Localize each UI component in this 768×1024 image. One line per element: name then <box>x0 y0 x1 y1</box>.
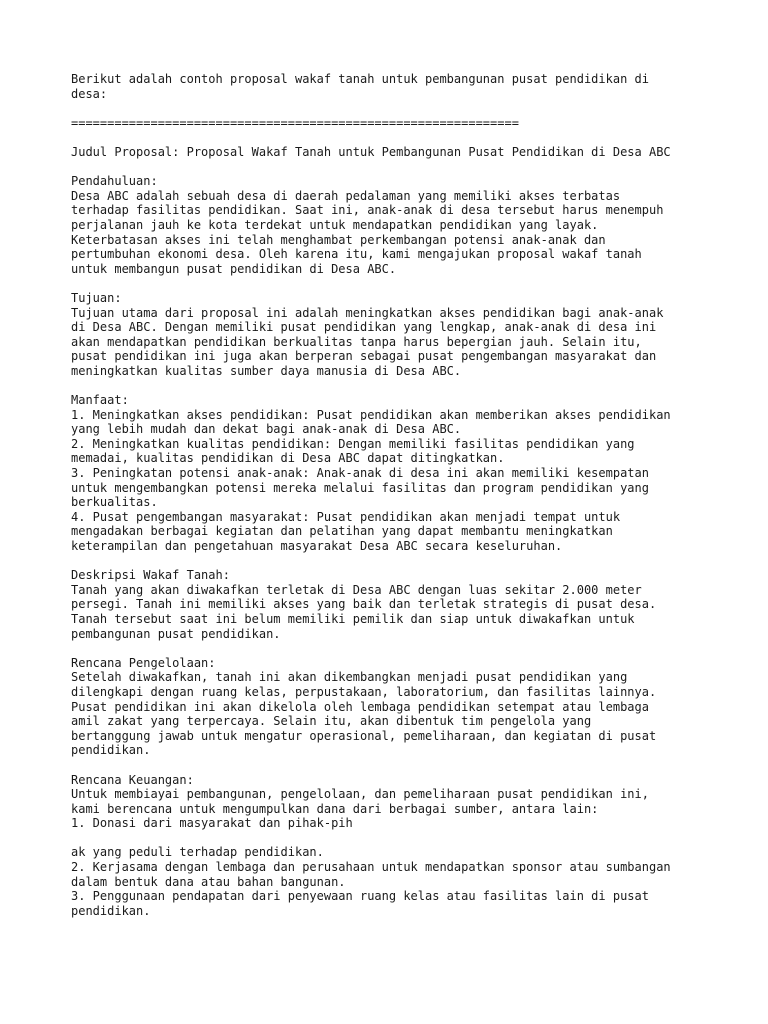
body-line: bertanggung jawab untuk mengatur operasional, pemeliharaan, dan kegiatan di pusat <box>71 728 657 743</box>
body-line: 1. Meningkatkan akses pendidikan: Pusat pendidikan akan memberikan akses pendidikan <box>71 407 671 422</box>
body-line: Tanah yang akan diwakafkan terletak di Desa ABC dengan luas sekitar 2.000 meter <box>71 582 642 597</box>
body-line: pembangunan pusat pendidikan. <box>71 626 281 641</box>
spacer <box>71 130 761 145</box>
body-line: 4. Pusat pengembangan masyarakat: Pusat pendidikan akan menjadi tempat untuk <box>71 509 621 524</box>
intro-line: Berikut adalah contoh proposal wakaf tanah untuk pembangunan pusat pendidikan di <box>71 72 649 86</box>
body-line: dilengkapi dengan ruang kelas, perpustakaan, laboratorium, dan fasilitas lainnya. <box>71 684 657 699</box>
spacer <box>71 378 761 393</box>
body-line: pendidikan. <box>71 743 151 758</box>
body-line: terhadap fasilitas pendidikan. Saat ini, anak-anak di desa tersebut harus menempuh <box>71 203 664 218</box>
body-line: Keterbatasan akses ini telah menghambat perkembangan potensi anak-anak dan <box>71 232 606 247</box>
document-title: Judul Proposal: Proposal Wakaf Tanah untuk Pembangunan Pusat Pendidikan di Desa ABC <box>71 144 671 159</box>
document-page <box>71 72 761 918</box>
body-line: 2. Meningkatkan kualitas pendidikan: Dengan memiliki fasilitas pendidikan yang <box>71 436 635 451</box>
body-line: berkualitas. <box>71 495 158 510</box>
body-line: 1. Donasi dari masyarakat dan pihak-pih <box>71 816 353 831</box>
body-line: Tanah tersebut saat ini belum memiliki pemilik dan siap untuk diwakafkan untuk <box>71 611 635 626</box>
body-line: Pusat pendidikan ini akan dikelola oleh lembaga pendidikan setempat atau lembaga <box>71 699 649 714</box>
body-line: 2. Kerjasama dengan lembaga dan perusahaan untuk mendapatkan sponsor atau sumbangan <box>71 860 671 875</box>
body-line: mengadakan berbagai kegiatan dan pelatihan yang dapat membantu meningkatkan <box>71 524 613 539</box>
body-line: untuk mengembangkan potensi mereka melalui fasilitas dan program pendidikan yang <box>71 480 649 495</box>
section-heading-manfaat: Manfaat: <box>71 393 129 408</box>
body-line: persegi. Tanah ini memiliki akses yang baik dan terletak strategis di pusat desa. <box>71 597 657 612</box>
spacer <box>71 160 761 175</box>
spacer <box>71 101 761 116</box>
body-line: 3. Penggunaan pendapatan dari penyewaan ruang kelas atau fasilitas lain di pusat <box>71 889 649 904</box>
body-line: akan mendapatkan pendidikan berkualitas tanpa harus bepergian jauh. Selain itu, <box>71 334 642 349</box>
body-line: ak yang peduli terhadap pendidikan. <box>71 845 324 860</box>
body-line: pertumbuhan ekonomi desa. Oleh karena itu, kami mengajukan proposal wakaf tanah <box>71 247 642 262</box>
body-line: Untuk membiayai pembangunan, pengelolaan, dan pemeliharaan pusat pendidikan ini, <box>71 787 649 802</box>
body-line: Setelah diwakafkan, tanah ini akan dikembangkan menjadi pusat pendidikan yang <box>71 670 628 685</box>
spacer <box>71 554 761 569</box>
body-line: pusat pendidikan ini juga akan berperan sebagai pusat pengembangan masyarakat dan <box>71 349 657 364</box>
section-heading-keuangan: Rencana Keuangan: <box>71 772 194 787</box>
spacer <box>71 641 761 656</box>
body-line: di Desa ABC. Dengan memiliki pusat pendidikan yang lengkap, anak-anak di desa ini <box>71 320 657 335</box>
separator: ============================================================== <box>71 115 519 130</box>
body-line: untuk membangun pusat pendidikan di Desa ABC. <box>71 261 397 276</box>
body-line: amil zakat yang terpercaya. Selain itu, akan dibentuk tim pengelola yang <box>71 714 592 729</box>
body-line: kami berencana untuk mengumpulkan dana dari berbagai sumber, antara lain: <box>71 801 599 816</box>
body-line: yang lebih mudah dan dekat bagi anak-anak di Desa ABC. <box>71 422 462 437</box>
spacer <box>71 276 761 291</box>
body-line: keterampilan dan pengetahuan masyarakat Desa ABC secara keseluruhan. <box>71 539 563 553</box>
body-line: 3. Peningkatan potensi anak-anak: Anak-anak di desa ini akan memiliki kesempatan <box>71 466 649 481</box>
section-heading-deskripsi: Deskripsi Wakaf Tanah: <box>71 568 230 583</box>
body-line: dalam bentuk dana atau bahan bangunan. <box>71 874 346 889</box>
section-heading-pendahuluan: Pendahuluan: <box>71 174 158 189</box>
body-line: perjalanan jauh ke kota terdekat untuk mendapatkan pendidikan yang layak. <box>71 217 599 232</box>
spacer <box>71 758 761 773</box>
section-heading-pengelolaan: Rencana Pengelolaan: <box>71 655 216 670</box>
body-line: Tujuan utama dari proposal ini adalah meningkatkan akses pendidikan bagi anak-anak <box>71 305 664 320</box>
body-line: meningkatkan kualitas sumber daya manusia di Desa ABC. <box>71 363 462 378</box>
body-line: pendidikan. <box>71 903 151 918</box>
section-heading-tujuan: Tujuan: <box>71 290 122 305</box>
intro-line: desa: <box>71 86 108 101</box>
body-line: memadai, kualitas pendidikan di Desa ABC dapat ditingkatkan. <box>71 451 505 466</box>
spacer <box>71 831 761 846</box>
body-line: Desa ABC adalah sebuah desa di daerah pedalaman yang memiliki akses terbatas <box>71 188 621 203</box>
